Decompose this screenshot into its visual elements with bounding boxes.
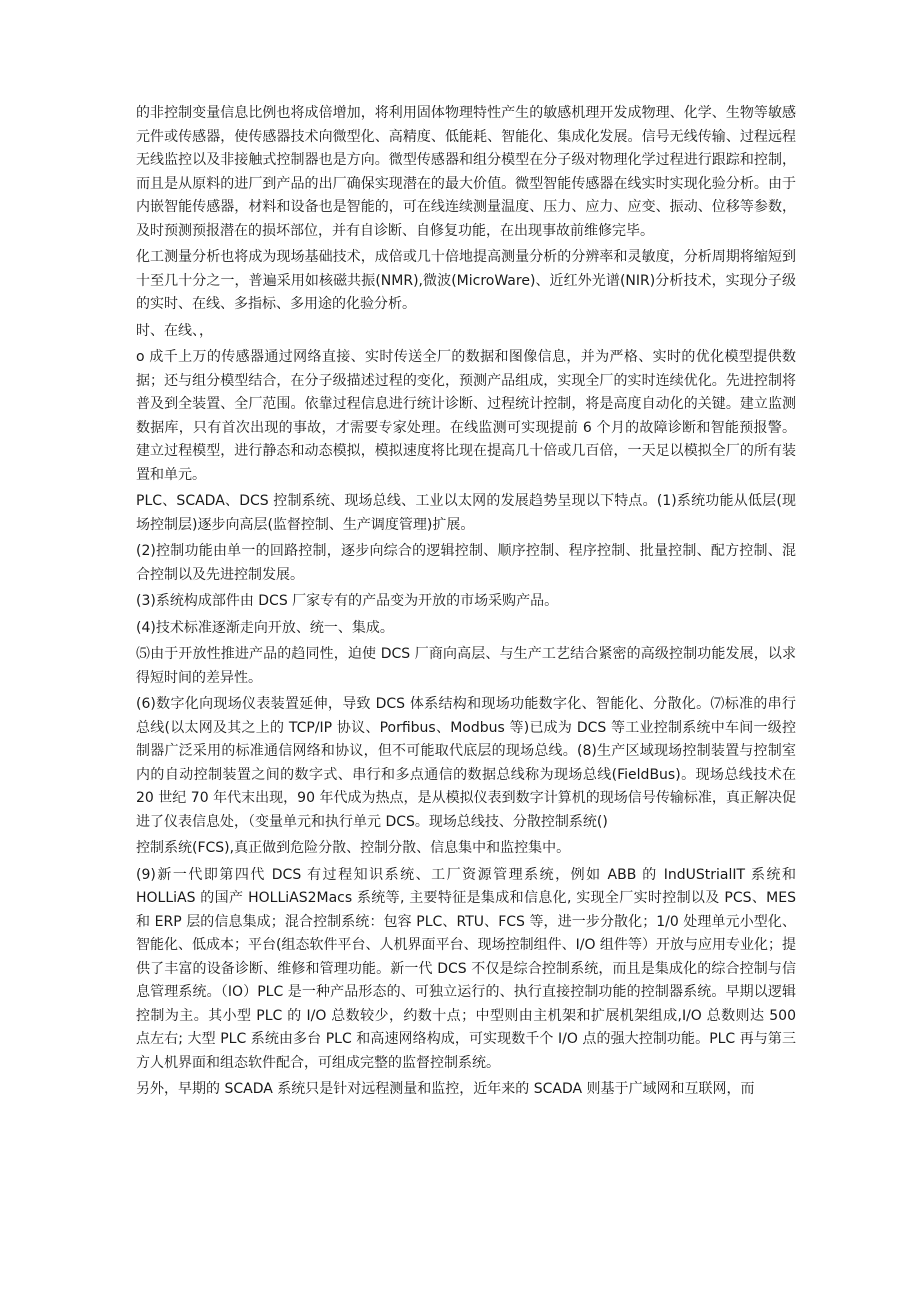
paragraph-sensor-network: o 成千上万的传感器通过网络直接、实时传送全厂的数据和图像信息，并为严格、实时的优化模型提供数据；还与组分模型结合，在分子级描述过程的变化，预测产品组成，实现全厂的实时连续优化。先进控制将普及到全装置、全厂范围。依靠过程信息进行统计诊断、过程统计控制，将是高度自动化的关键。建立监测数据库，只有首次出现的事故，才需要专家处理。在线监测可实现提前 6 个月的故障诊断和智能预报警。建立过程模型，进行静态和动态模拟，模拟速度将比现在提高几十倍或几百倍，一天足以模拟全厂的所有装置和单元。 [136,349,796,483]
paragraph-fragment: 时、在线、， [136,322,213,339]
paragraph-trend-1: PLC、SCADA、DCS 控制系统、现场总线、工业以太网的发展趋势呈现以下特点。(1)系统功能从低层(现场控制层)逐步向高层(监督控制、生产调度管理)扩展。 [136,493,796,533]
paragraph-trend-9: (9)新一代即第四代 DCS 有过程知识系统、工厂资源管理系统，例如 ABB 的 IndUStrialIT 系统和 HOLLiAS 的国产 HOLLiAS2Macs 系统等, 主要特征是集成和信息化, 实现全厂实时控制以及 PCS、MES 和 ERP 层的信息集成；混合控制系统：包容 PLC、RTU、FCS 等，进一步分散化；1/0 处理单元小型化、智能化、低成本；平台(组态软件平台、人机界面平台、现场控制组件、I/O 组件等）开放与应用专业化；提供了丰富的设备诊断、维修和管理功能。新一代 DCS 不仅是综合控制系统，而且是集成化的综合控制与信息管理系统。（IO）PLC 是一种产品形态的、可独立运行的、执行直接控制功能的控制器系统。早期以逻辑控制为主。其小型 PLC 的 I/O 总数较少，约数十点；中型则由主机架和扩展机架组成,I/O 总数则达 500 点左右; 大型 PLC 系统由多台 PLC 和高速网络构成，可实现数千个 I/O 点的强大控制功能。PLC 再与第三方人机界面和组态软件配合，可组成完整的监督控制系统。 [136,866,796,1071]
paragraph-trend-3: (3)系统构成部件由 DCS 厂家专有的产品变为开放的市场采购产品。 [136,593,559,609]
paragraph-trend-2: (2)控制功能由单一的回路控制，逐步向综合的逻辑控制、顺序控制、程序控制、批量控制、配方控制、混合控制以及先进控制发展。 [136,543,796,583]
paragraph-trend-6-8: (6)数字化向现场仪表装置延伸，导致 DCS 体系结构和现场功能数字化、智能化、分散化。⑺标准的串行总线(以太网及其之上的 TCP/IP 协议、Porfibus、Modbus 等)已成为 DCS 等工业控制系统中车间一级控制器广泛采用的标准通信网络和协议，但不可能取代底层的现场总线。(8)生产区域现场控制装置与控制室内的自动控制装置之间的数字式、串行和多点通信的数据总线称为现场总线(FieldBus)。现场总线技术在 20 世纪 70 年代末出现，90 年代成为热点，是从模拟仪表到数字计算机的现场信号传输标准，真正解决促进了仪表信息处，（变量单元和执行单元 DCS。现场总线技、分散控制系统() [136,696,796,830]
paragraph-scada: 另外，早期的 SCADA 系统只是针对远程测量和监控，近年来的 SCADA 则基于广域网和互联网，而 [136,1081,755,1097]
document-body [136,102,796,1105]
paragraph-trend-5: ⑸由于开放性推进产品的趋同性，迫使 DCS 厂商向高层、与生产工艺结合紧密的高级控制功能发展，以求得短时间的差异性。 [136,646,796,686]
paragraph-chemical-analysis: 化工测量分析也将成为现场基础技术，成倍或几十倍地提高测量分析的分辨率和灵敏度，分析周期将缩短到十至几十分之一，普遍采用如核磁共振(NMR),微波(MicroWare)、近红外光谱(NIR)分析技术，实现分子级的实时、在线、多指标、多用途的化验分析。 [136,249,796,312]
paragraph-trend-4: (4)技术标准逐渐走向开放、统一、集成。 [136,619,394,636]
paragraph-fcs: 控制系统(FCS),真正做到危险分散、控制分散、信息集中和监控集中。 [136,840,571,856]
paragraph-sensor-trends: 的非控制变量信息比例也将成倍增加，将利用固体物理特性产生的敏感机理开发成物理、化学、生物等敏感元件或传感器，使传感器技术向微型化、高精度、低能耗、智能化、集成化发展。信号无线传输、过程远程无线监控以及非接触式控制器也是方向。微型传感器和组分模型在分子级对物理化学过程进行跟踪和控制，而且是从原料的进厂到产品的出厂确保实现潜在的最大价值。微型智能传感器在线实时实现化验分析。由于内嵌智能传感器，材料和设备也是智能的，可在线连续测量温度、压力、应力、应变、振动、位移等参数，及时预测预报潜在的损坏部位，并有自诊断、自修复功能，在出现事故前维修完毕。 [136,105,796,239]
